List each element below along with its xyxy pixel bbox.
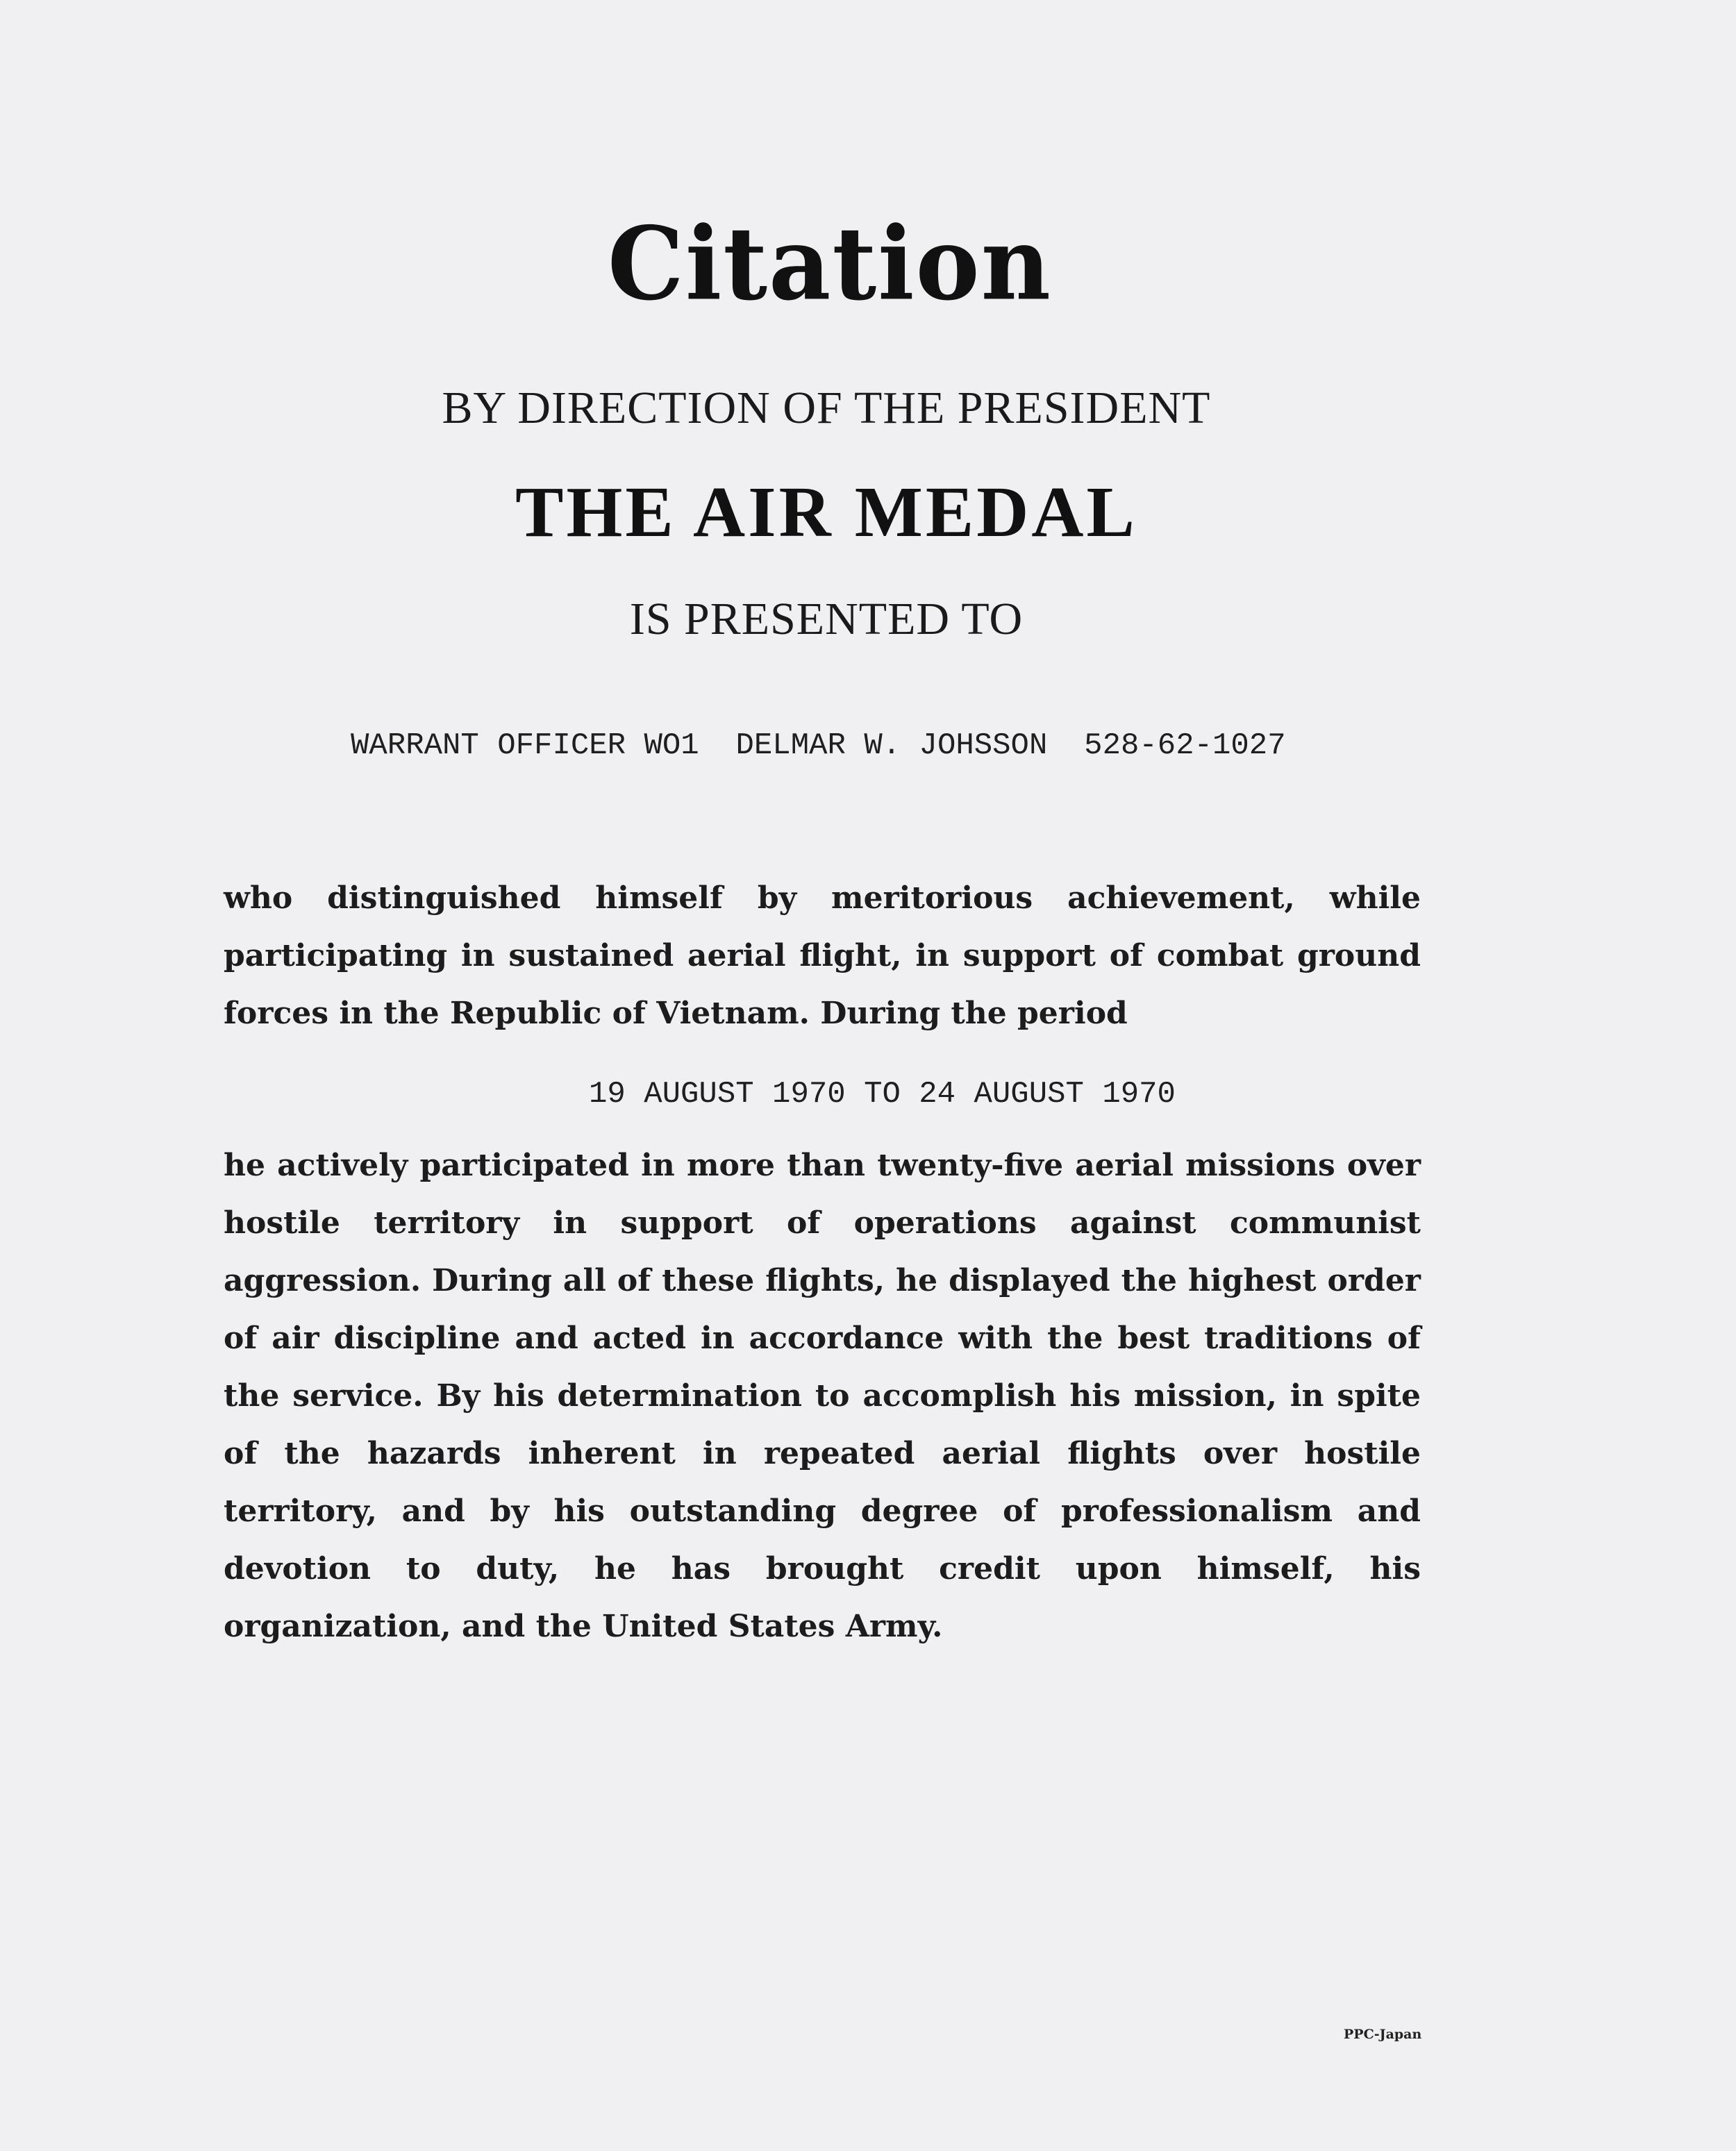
presented-line: IS PRESENTED TO (629, 594, 1024, 644)
citation-title: Citation (608, 203, 1052, 324)
recipient-line: WARRANT OFFICER WO1 DELMAR W. JOHSSON 528-62-1027 (351, 728, 1286, 763)
period-line: 19 AUGUST 1970 TO 24 AUGUST 1970 (589, 1077, 1176, 1112)
printer-mark: PPC-Japan (1344, 2027, 1422, 2042)
direction-line: BY DIRECTION OF THE PRESIDENT (442, 383, 1211, 433)
citation-paragraph-2: he actively participated in more than twenty-five aerial missions over hostile territory in support of operations against communist aggression. During all of these flights, he displayed the highest order of air discipline and acted in accordance with the best traditions of the service. By his determination to accomplish his mission, in spite of the hazards inherent in repeated aerial flights over hostile territory, and by his outstanding degree of professionalism and devotion to duty, he has brought credit upon himself, his organization, and the United States Army. (224, 1148, 1421, 1644)
award-name: THE AIR MEDAL (515, 472, 1137, 552)
citation-paragraph-1: who distinguished himself by meritorious achievement, while participating in sustained aerial flight, in support of combat ground forces in the Republic of Vietnam. During the period (224, 880, 1421, 1031)
